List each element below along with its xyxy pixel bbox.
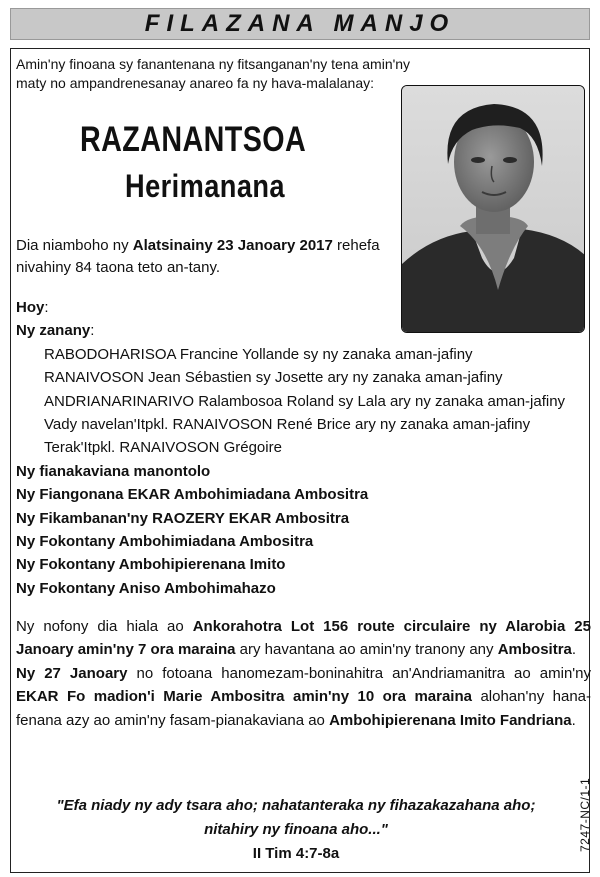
- deceased-given-name: Herimanana: [125, 168, 285, 204]
- funeral-text: no fotoana hanomezam-boninahitra an'Andriamanitra ao amin'ny: [127, 664, 591, 682]
- quote-verse: II Tim 4:7-8a: [252, 845, 340, 862]
- funeral-town: Ambositra: [497, 641, 572, 659]
- funeral-details: [16, 615, 591, 732]
- funeral-text: .: [571, 641, 577, 659]
- burial-location: Ambohipierenana Imito Fandriana: [329, 711, 572, 729]
- funeral-text: alohan'ny hana-fenana azy ao amin'ny fasam-pianakaviana ao: [16, 688, 592, 729]
- child-entry: Terak'Itpkl. RANAIVOSON Grégoire: [44, 439, 282, 457]
- funeral-paragraph-2: [16, 662, 591, 732]
- service-location: EKAR Fo madion'i Marie Ambositra amin'ny 10 ora maraina: [16, 688, 472, 706]
- child-entry: RANAIVOSON Jean Sébastien sy Josette ary ny zanaka aman-jafiny: [44, 369, 503, 387]
- deceased-surname: RAZANANTSOA: [80, 120, 307, 159]
- family-list: [16, 296, 591, 600]
- header-title: FILAZANA MANJO: [144, 10, 456, 37]
- child-entry: ANDRIANARINARIVO Ralambosoa Roland sy Lala ary ny zanaka aman-jafiny: [44, 392, 566, 410]
- reference-code: 7247-NC/1-1: [578, 777, 592, 852]
- children-heading: [16, 319, 591, 342]
- funeral-text: .: [571, 711, 576, 729]
- service-date: Ny 27 Janoary: [16, 664, 128, 682]
- quote-line-1: "Efa niady ny ady tsara aho; nahatanteraka ny fihazakazahana aho;: [56, 797, 536, 814]
- funeral-text: Ny nofony dia hiala ao: [16, 618, 193, 635]
- bible-quote: [16, 794, 576, 866]
- funeral-paragraph-1: [16, 615, 591, 662]
- death-announcement: [16, 235, 396, 279]
- death-prefix: Dia niamboho ny: [16, 237, 133, 254]
- children-colon: :: [90, 322, 95, 340]
- intro-text: Amin'ny finoana sy fanantenana ny fitsanganan'ny tena amin'ny maty no ampandrenesanay anareo fa ny hava-malalanay:: [16, 56, 411, 91]
- hoy-line: [16, 296, 591, 319]
- hoy-colon: :: [44, 299, 49, 316]
- child-entry: RABODOHARISOA Francine Yollande sy ny zanaka aman-jafiny: [44, 345, 473, 363]
- child-entry: Vady navelan'Itpkl. RANAIVOSON René Brice ary ny zanaka aman-jafiny: [44, 416, 531, 434]
- children-label: Ny zanany: [16, 322, 91, 340]
- group-entry: Ny fianakaviana manontolo: [16, 462, 211, 480]
- funeral-location: Ankorahotra Lot 156 route circulaire ny Alarobia 25 Janoary amin'ny 7 ora maraina: [16, 618, 591, 659]
- hoy-label: Hoy: [16, 299, 45, 316]
- header-banner: [10, 8, 590, 40]
- group-entry: Ny Fokontany Ambohimiadana Ambositra: [16, 533, 314, 551]
- group-entry: Ny Fokontany Aniso Ambohimahazo: [16, 579, 276, 597]
- group-entry: Ny Fikambanan'ny RAOZERY EKAR Ambositra: [16, 509, 350, 527]
- group-entry: Ny Fiangonana EKAR Ambohimiadana Ambositra: [16, 486, 369, 504]
- death-suffix: rehefa nivahiny 84 taona teto an-tany.: [16, 237, 380, 276]
- funeral-text: ary havantana ao amin'ny tranony any: [235, 641, 498, 659]
- quote-line-2: nitahiry ny finoana aho...": [204, 821, 388, 838]
- group-entry: Ny Fokontany Ambohipierenana Imito: [16, 556, 286, 574]
- death-date: Alatsinainy 23 Janoary 2017: [132, 237, 333, 254]
